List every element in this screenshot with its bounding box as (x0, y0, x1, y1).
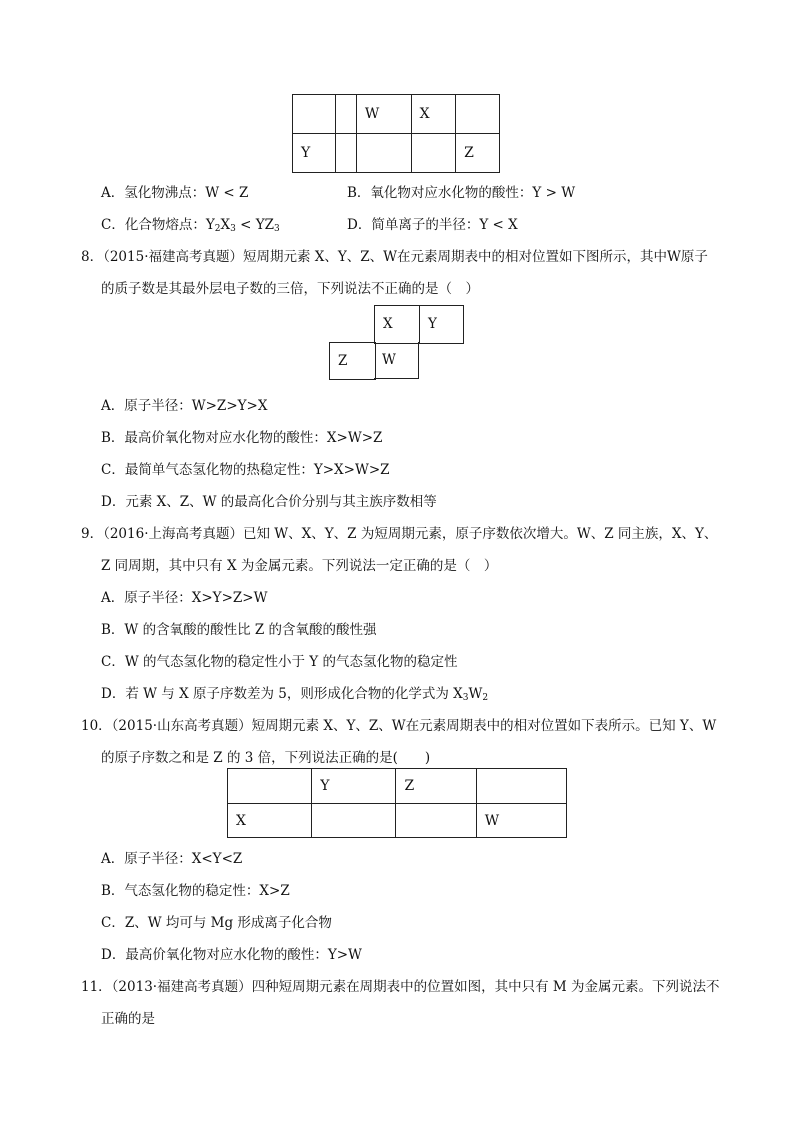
table1-cell-z: Z (456, 134, 500, 173)
table1-cell (335, 134, 356, 173)
q7-option-b: B．氧化物对应水化物的酸性：Y > W (347, 185, 576, 201)
q9-stem-line2: Z 同周期，其中只有 X 为金属元素。下列说法一定正确的是（ ） (101, 558, 498, 574)
q9-option-a: A．原子半径：X>Y>Z>W (101, 590, 268, 606)
q10-option-a: A．原子半径：X<Y<Z (101, 851, 243, 867)
q8-option-d: D．元素 X、Z、W 的最高化合价分别与其主族序数相等 (101, 494, 437, 510)
table10-cell-y: Y (312, 769, 396, 804)
q8-option-b: B．最高价氧化物对应水化物的酸性：X>W>Z (101, 430, 383, 446)
table1-cell (411, 134, 455, 173)
q10-option-d: D．最高价氧化物对应水化物的酸性：Y>W (101, 947, 362, 963)
table1-cell (356, 134, 411, 173)
q10-option-b: B．气态氢化物的稳定性：X>Z (101, 883, 290, 899)
table1-cell (293, 95, 336, 134)
q7-option-c: C．化合物熔点：$Y_2X_3 < YZ_3$ (101, 217, 280, 234)
q11-stem-line1: 11．（2013·福建高考真题）四种短周期元素在周期表中的位置如图，其中只有 M 为金属元素。下列说法不 (81, 979, 720, 995)
table10-cell (396, 804, 476, 838)
table10-cell (228, 769, 312, 804)
table1-cell-w: W (356, 95, 411, 134)
q9-option-b: B．W 的含氧酸的酸性比 Z 的含氧酸的酸性强 (101, 622, 377, 638)
table1-cell (335, 95, 356, 134)
q10-option-c: C．Z、W 均可与 Mg 形成离子化合物 (101, 915, 332, 931)
q9-stem-line1: 9．（2016·上海高考真题）已知 W、X、Y、Z 为短周期元素，原子序数依次增大。W、Z 同主族，X、Y、 (81, 526, 718, 542)
q8-stem-line1: 8．（2015·福建高考真题）短周期元素 X、Y、Z、W在元素周期表中的相对位置如下图所示，其中W原子 (81, 249, 708, 265)
q9-option-c: C．W 的气态氢化物的稳定性小于 Y 的气态氢化物的稳定性 (101, 654, 458, 670)
q10-stem-line2: 的原子序数之和是 Z 的 3 倍，下列说法正确的是( ) (101, 750, 431, 766)
q8-option-a: A．原子半径：W>Z>Y>X (101, 398, 268, 414)
periodic-table-fragment-1 (292, 94, 500, 173)
q9-option-d: D．若 W 与 X 原子序数差为 5，则形成化合物的化学式为 $X_3W_2$ (101, 686, 489, 703)
q10-stem-line1: 10．（2015·山东高考真题）短周期元素 X、Y、Z、W在元素周期表中的相对位置如下表所示。已知 Y、W (81, 718, 717, 734)
q11-stem-line2: 正确的是 (101, 1011, 155, 1027)
q8-stem-line2: 的质子数是其最外层电子数的三倍，下列说法不正确的是（ ） (101, 281, 479, 297)
table10-cell-z: Z (396, 769, 476, 804)
q8-cell-x: X (374, 305, 420, 344)
table10-cell (476, 769, 566, 804)
q8-cell-y: Y (418, 305, 464, 344)
table10-cell-w: W (476, 804, 566, 838)
q7-option-d: D．简单离子的半径：Y < X (347, 217, 518, 233)
table10-cell (312, 804, 396, 838)
table10-cell-x: X (228, 804, 312, 838)
periodic-table-fragment-10 (227, 768, 567, 838)
q7-option-a: A．氢化物沸点：W < Z (101, 185, 249, 201)
q8-cell-w: W (374, 342, 419, 379)
q8-option-c: C．最简单气态氢化物的热稳定性：Y>X>W>Z (101, 462, 390, 478)
table1-cell-y: Y (293, 134, 336, 173)
table1-cell (456, 95, 500, 134)
table1-cell-x: X (411, 95, 455, 134)
q8-cell-z: Z (329, 342, 376, 380)
